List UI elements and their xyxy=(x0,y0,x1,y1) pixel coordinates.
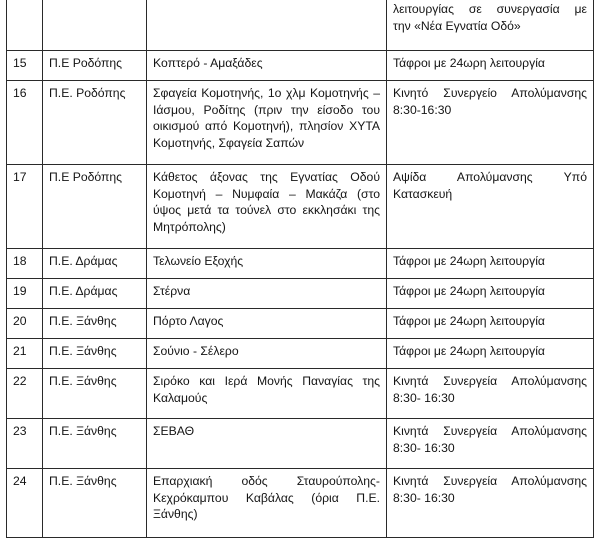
region-cell: Π.Ε. Ξάνθης xyxy=(43,339,147,369)
location-line: Κεχρόκαμπου Καβάλας (όρια Π.Ε. xyxy=(153,490,380,505)
description-line: λειτουργίας σε συνεργασία με xyxy=(393,2,587,16)
location-line: Ιάσμου, Ροδίτης (πριν την είσοδο του xyxy=(153,102,380,117)
location-line: ΣΕΒΑΘ xyxy=(153,424,195,438)
region-cell: Π.Ε. Ξάνθης xyxy=(43,369,147,419)
location-line: Κομοτηνής, Σφαγεία Σαπών xyxy=(153,135,305,150)
description-cell xyxy=(387,81,594,165)
location-line: Κάθετος άξονας της Εγνατίας Οδού xyxy=(153,170,380,184)
description-cell xyxy=(387,309,594,339)
row-number-cell xyxy=(7,0,43,51)
row-number-cell: 15 xyxy=(7,51,43,81)
description-cell xyxy=(387,165,594,249)
description-line: Κινητά Συνεργεία Απολύμανσης xyxy=(393,474,587,488)
description-cell xyxy=(387,369,594,419)
table-row xyxy=(7,419,594,469)
row-number-cell: 18 xyxy=(7,249,43,279)
region-cell xyxy=(43,0,147,51)
location-line: Σιρόκο και Ιερά Μονής Παναγίας της xyxy=(153,374,380,388)
description-line: 8:30- 16:30 xyxy=(393,440,455,455)
description-cell xyxy=(387,339,594,369)
disinfection-points-table xyxy=(6,0,594,538)
location-line: Καλαμούς xyxy=(153,390,208,405)
description-line: Κατασκευή xyxy=(393,186,453,201)
table-row xyxy=(7,279,594,309)
table-row xyxy=(7,249,594,279)
table-row xyxy=(7,165,594,249)
description-line: την «Νέα Εγνατία Οδό» xyxy=(393,18,521,33)
region-cell: Π.Ε Ροδόπης xyxy=(43,165,147,249)
table-row xyxy=(7,51,594,81)
location-cell xyxy=(147,469,387,538)
location-line: Ξάνθης) xyxy=(153,507,198,521)
location-line: Μητρόπολης) xyxy=(153,219,226,234)
location-line: ύψος μετά τα τούνελ στο εκκλησάκι της xyxy=(153,203,380,217)
description-cell xyxy=(387,0,594,51)
table-row xyxy=(7,81,594,165)
region-cell: Π.Ε. Ροδόπης xyxy=(43,81,147,165)
region-cell: Π.Ε. Δράμας xyxy=(43,249,147,279)
row-number-cell: 17 xyxy=(7,165,43,249)
row-number-cell: 16 xyxy=(7,81,43,165)
description-line: 8:30- 16:30 xyxy=(393,490,455,505)
location-cell xyxy=(147,81,387,165)
description-line: 8:30-16:30 xyxy=(393,102,452,117)
description-cell xyxy=(387,469,594,538)
description-line: Τάφροι με 24ωρη λειτουργία xyxy=(393,314,545,328)
description-cell xyxy=(387,249,594,279)
location-cell xyxy=(147,279,387,309)
table-row xyxy=(7,309,594,339)
description-line: Τάφροι με 24ωρη λειτουργία xyxy=(393,284,545,298)
description-line: Αψίδα Απολύμανσης Υπό xyxy=(393,170,587,184)
location-cell xyxy=(147,369,387,419)
location-line: Σφαγεία Κομοτηνής, 1ο χλμ Κομοτηνής – xyxy=(153,86,380,100)
region-cell: Π.Ε Ροδόπης xyxy=(43,51,147,81)
description-line: Τάφροι με 24ωρη λειτουργία xyxy=(393,56,545,70)
location-line: Πόρτο Λαγος xyxy=(153,314,224,328)
region-cell: Π.Ε. Ξάνθης xyxy=(43,469,147,538)
description-cell xyxy=(387,419,594,469)
table-row xyxy=(7,469,594,538)
table-row xyxy=(7,339,594,369)
description-cell xyxy=(387,51,594,81)
row-number-cell: 22 xyxy=(7,369,43,419)
location-line: Τελωνείο Εξοχής xyxy=(153,254,244,268)
location-cell xyxy=(147,309,387,339)
region-cell: Π.Ε. Δράμας xyxy=(43,279,147,309)
description-line: Κινητά Συνεργεία Απολύμανσης xyxy=(393,374,587,388)
location-cell xyxy=(147,51,387,81)
row-number-cell: 19 xyxy=(7,279,43,309)
location-line: Σούνιο - Σέλερο xyxy=(153,344,239,358)
row-number-cell: 23 xyxy=(7,419,43,469)
description-cell xyxy=(387,279,594,309)
table-row xyxy=(7,369,594,419)
location-cell xyxy=(147,249,387,279)
description-line: Κινητά Συνεργεία Απολύμανσης xyxy=(393,424,587,438)
description-line: 8:30- 16:30 xyxy=(393,390,455,405)
row-number-cell: 21 xyxy=(7,339,43,369)
location-cell xyxy=(147,339,387,369)
location-line: Επαρχιακή οδός Σταυρούπολης- xyxy=(153,474,380,488)
region-cell: Π.Ε. Ξάνθης xyxy=(43,419,147,469)
row-number-cell: 20 xyxy=(7,309,43,339)
description-line: Τάφροι με 24ωρη λειτουργία xyxy=(393,254,545,268)
location-cell xyxy=(147,0,387,51)
location-cell xyxy=(147,165,387,249)
location-line: Στέρνα xyxy=(153,284,191,298)
location-cell xyxy=(147,419,387,469)
row-number-cell: 24 xyxy=(7,469,43,538)
location-line: Κοπτερό - Αμαξάδες xyxy=(153,56,263,70)
table-row-continuation xyxy=(7,0,594,51)
description-line: Τάφροι με 24ωρη λειτουργία xyxy=(393,344,545,358)
region-cell: Π.Ε. Ξάνθης xyxy=(43,309,147,339)
location-line: Κομοτηνή – Νυμφαία – Μακάζα (στο xyxy=(153,186,380,201)
location-line: οικισμού από Κομοτηνή), πλησίον ΧΥΤΑ xyxy=(153,119,380,133)
description-line: Κινητό Συνεργείο Απολύμανσης xyxy=(393,86,587,100)
